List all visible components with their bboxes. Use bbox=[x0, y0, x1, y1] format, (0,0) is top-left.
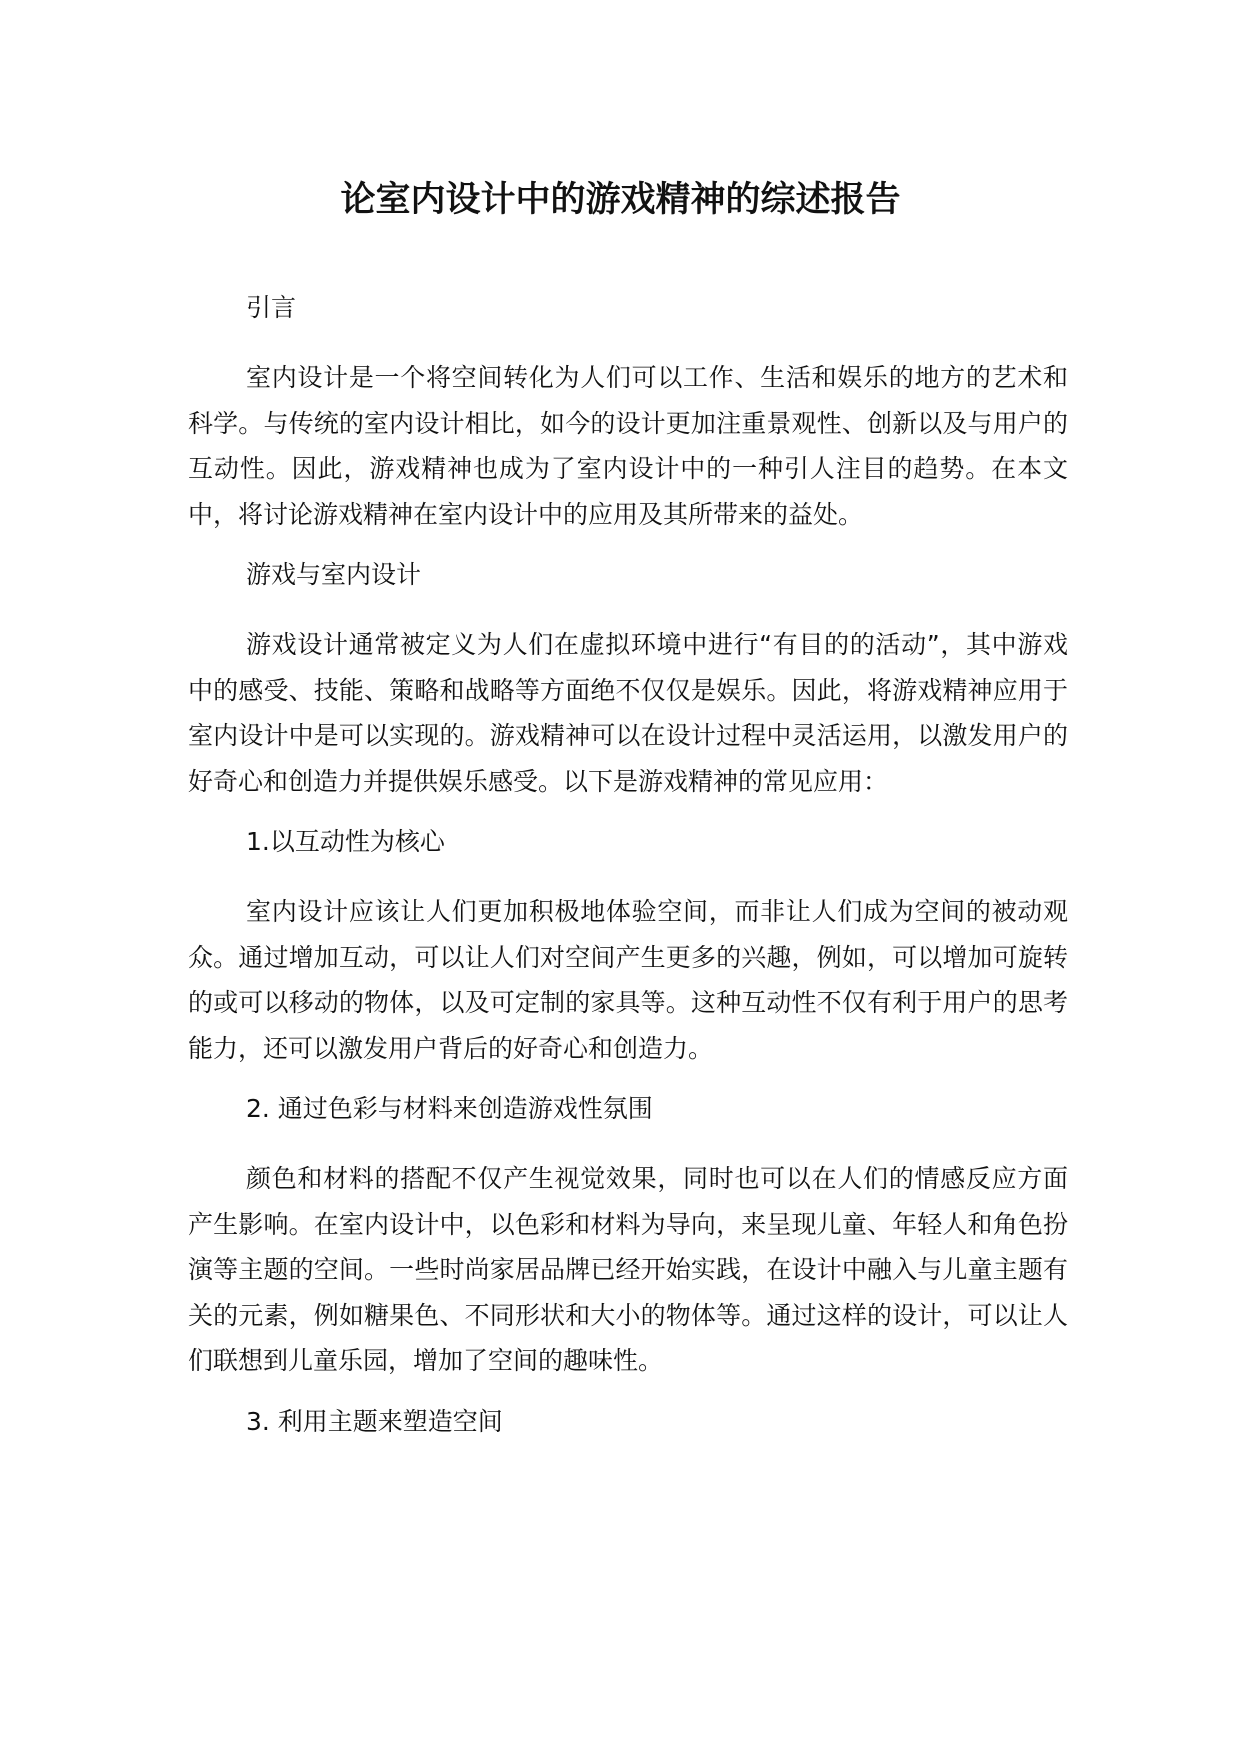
section-heading-games-interior: 游戏与室内设计 bbox=[246, 560, 422, 589]
paragraph-color-material: 颜色和材料的搭配不仅产生视觉效果，同时也可以在人们的情感反应方面产生影响。在室内设计中，以色彩和材料为导向，来呈现儿童、年轻人和角色扮演等主题的空间。一些时尚家居品牌已经开始实践，在设计中融入与儿童主题有关的元素，例如糖果色、不同形状和大小的物体等。通过这样的设计，可以让人们联想到儿童乐园，增加了空间的趣味性。 bbox=[188, 1164, 1068, 1375]
section-heading-intro: 引言 bbox=[246, 293, 297, 322]
paragraph-intro: 室内设计是一个将空间转化为人们可以工作、生活和娱乐的地方的艺术和科学。与传统的室内设计相比，如今的设计更加注重景观性、创新以及与用户的互动性。因此，游戏精神也成为了室内设计中的一种引人注目的趋势。在本文中，将讨论游戏精神在室内设计中的应用及其所带来的益处。 bbox=[188, 363, 1068, 529]
document-title: 论室内设计中的游戏精神的综述报告 bbox=[340, 180, 901, 220]
section-heading-theme-space: 3. 利用主题来塑造空间 bbox=[246, 1406, 503, 1436]
section-heading-color-material: 2. 通过色彩与材料来创造游戏性氛围 bbox=[246, 1094, 653, 1123]
paragraph-games-interior: 游戏设计通常被定义为人们在虚拟环境中进行“有目的的活动”，其中游戏中的感受、技能、策略和战略等方面绝不仅仅是娱乐。因此，将游戏精神应用于室内设计中是可以实现的。游戏精神可以在设计过程中灵活运用，以激发用户的好奇心和创造力并提供娱乐感受。以下是游戏精神的常见应用： bbox=[188, 630, 1068, 796]
paragraph-interactivity: 室内设计应该让人们更加积极地体验空间，而非让人们成为空间的被动观众。通过增加互动，可以让人们对空间产生更多的兴趣，例如，可以增加可旋转的或可以移动的物体，以及可定制的家具等。这种互动性不仅有利于用户的思考能力，还可以激发用户背后的好奇心和创造力。 bbox=[188, 897, 1068, 1063]
section-heading-interactivity: 1.以互动性为核心 bbox=[246, 827, 445, 856]
document-body bbox=[188, 290, 1068, 1469]
